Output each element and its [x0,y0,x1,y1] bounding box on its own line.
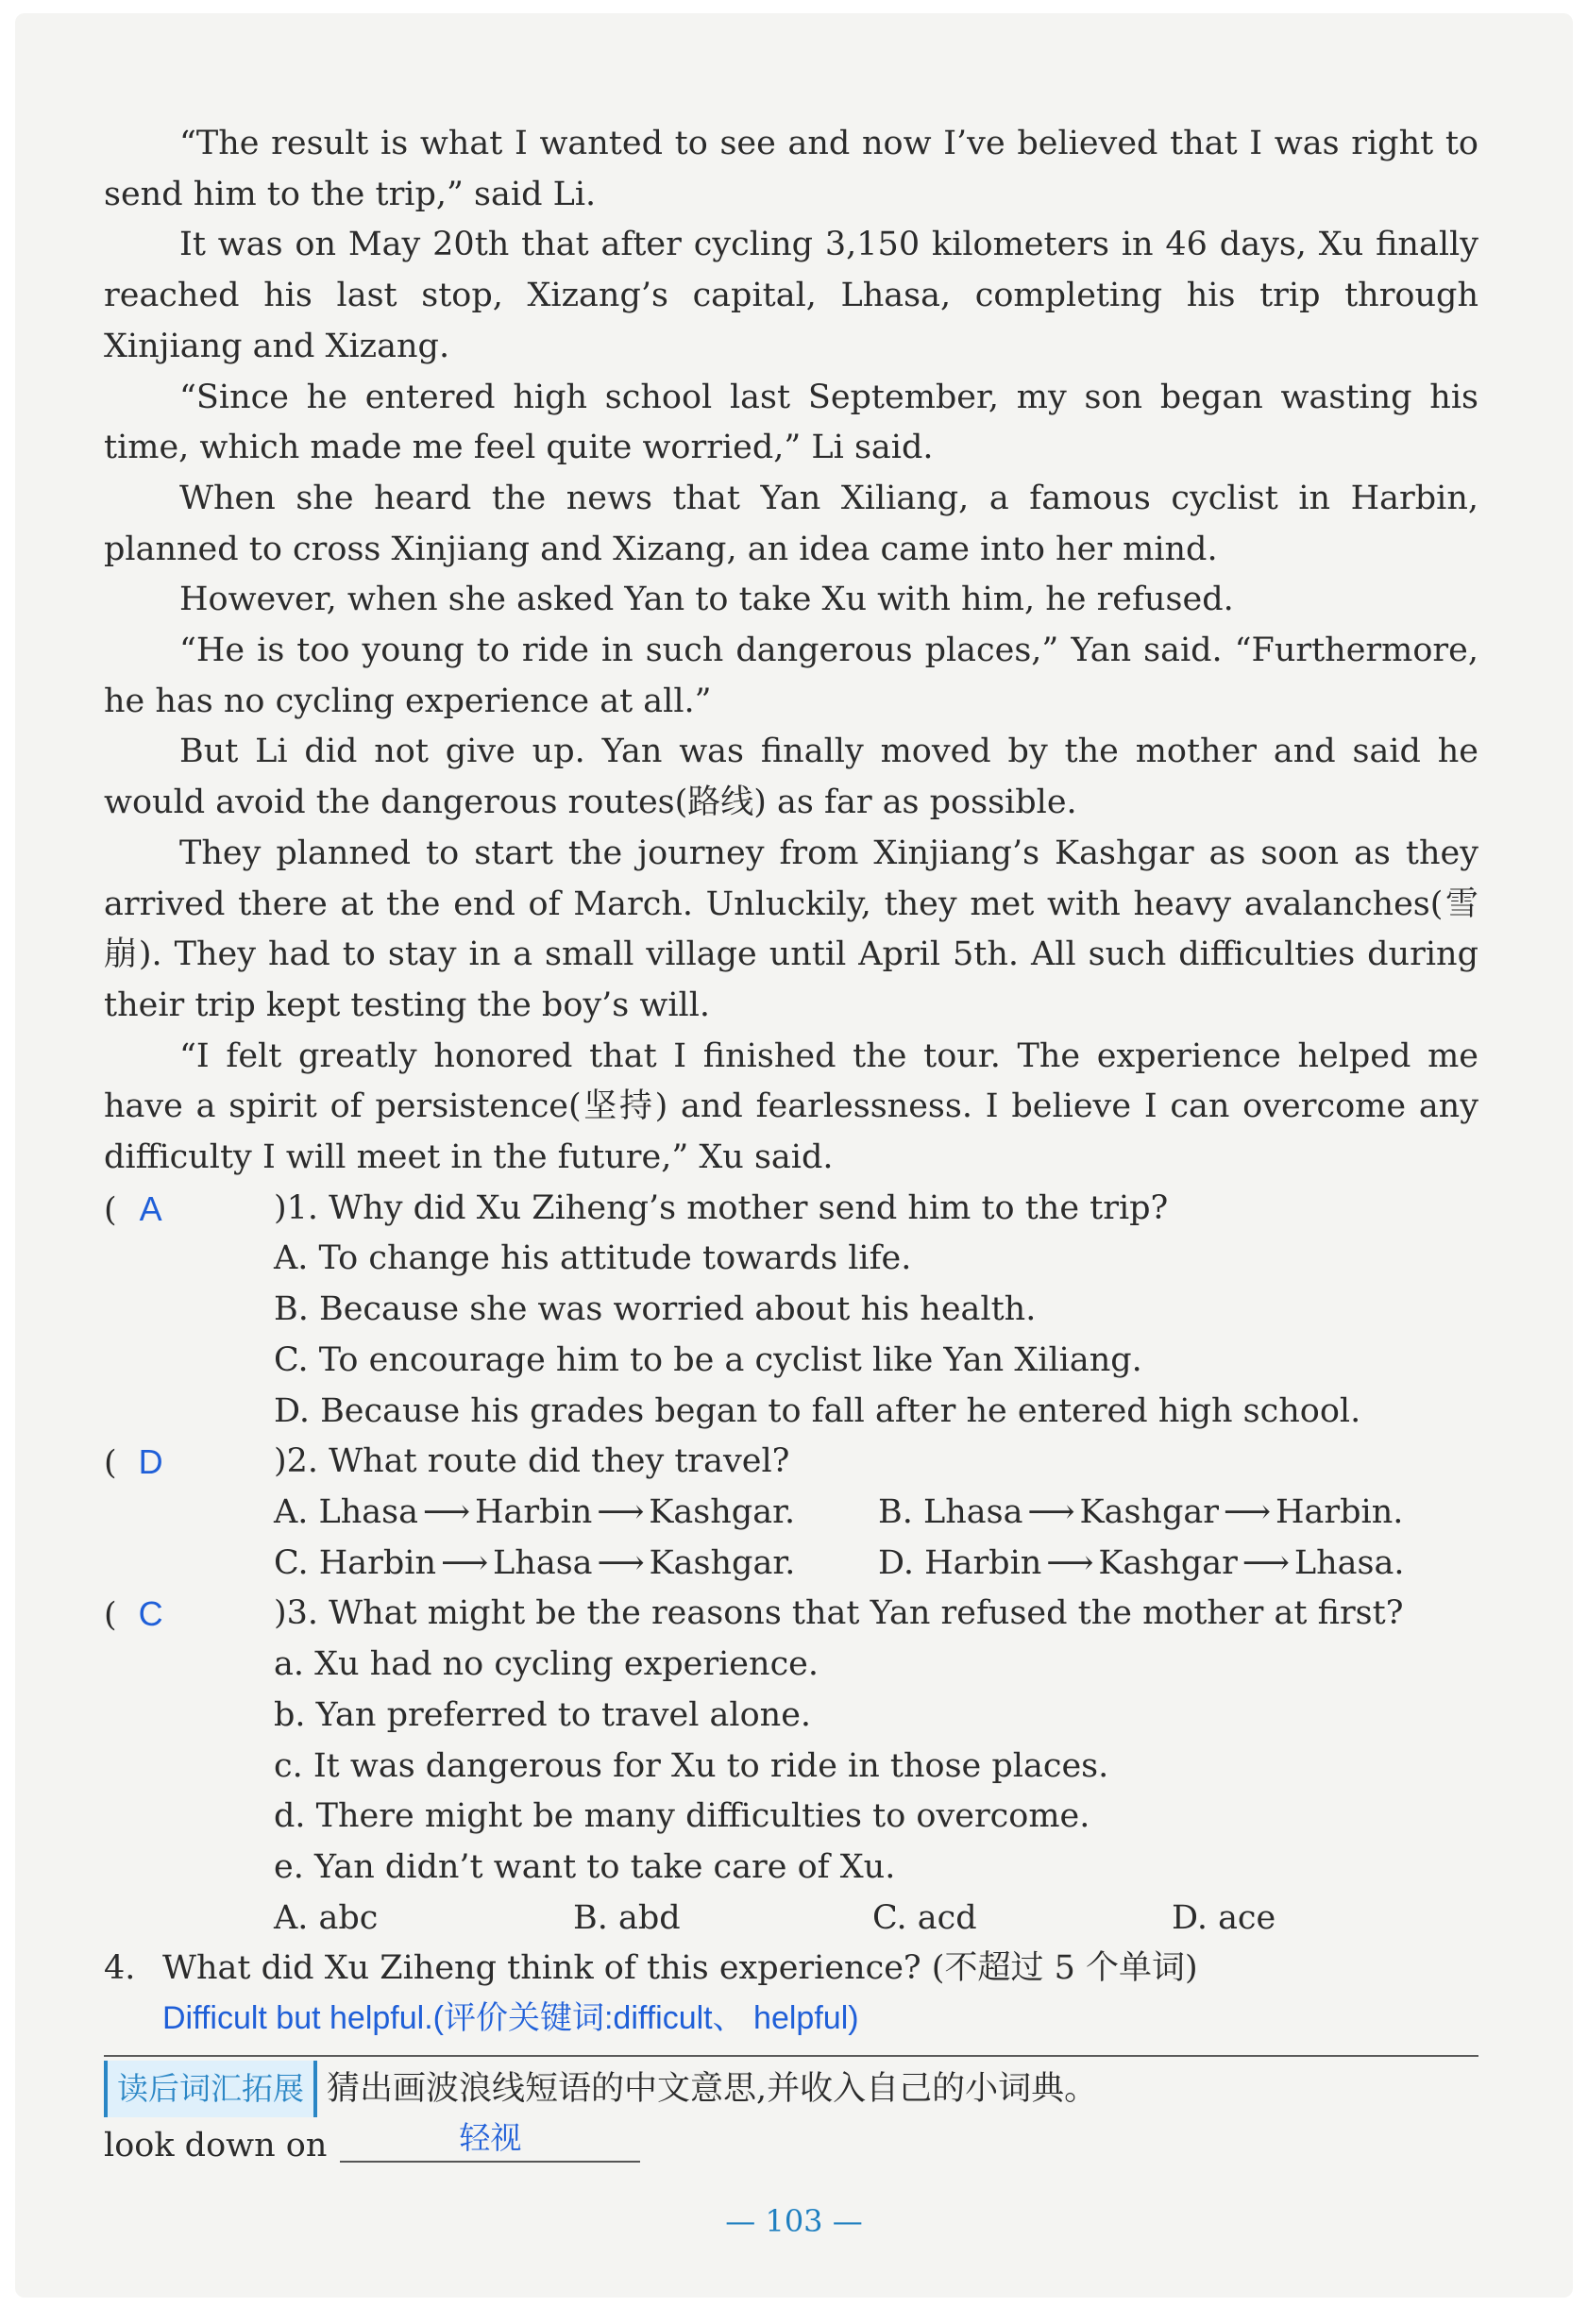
passage-paragraph: “The result is what I wanted to see and now I’ve believed that I was right to send him to the trip,” said Li. [104,125,1478,213]
arrow-icon: ⟶ [422,1492,471,1531]
passage-paragraph: They planned to start the journey from Xinjiang’s Kashgar as soon as they arrived there at the end of March. Unluckily, they met with heavy avalanches(雪崩). They had to stay in a small village until April 5th. All such difficulties during their trip kept testing the boy’s will. [104,834,1478,1024]
passage-paragraph: “Since he entered high school last September, my son began wasting his time, which made me feel quite worried,” Li said. [104,378,1478,467]
content [104,119,1478,2174]
divider [104,2055,1478,2057]
question-3-stem: )3. What might be the reasons that Yan refused the mother at first? [274,1594,1404,1633]
passage-paragraph: But Li did not give up. Yan was finally moved by the mother and said he would avoid the dangerous routes(路线) as far as possible. [104,733,1478,822]
passage-paragraph: “He is too young to ride in such dangerous places,” Yan said. “Furthermore, he has no cycling experience at all.” [104,632,1478,720]
answer-bracket: ( C [104,1589,185,1642]
question-2 [104,1437,1478,1488]
question-3 [104,1589,1478,1640]
answer-1: A [139,1188,162,1228]
reason-item: c. It was dangerous for Xu to ride in those places. [274,1746,1109,1785]
question-4 [104,1944,1478,1995]
passage-paragraph: It was on May 20th that after cycling 3,150 kilometers in 46 days, Xu finally reached his last stop, Xizang’s capital, Lhasa, completing his trip through Xinjiang and Xizang. [104,226,1478,365]
passage-paragraph: When she heard the news that Yan Xiliang, a famous cyclist in Harbin, planned to cross Xinjiang and Xizang, an idea came into her mind. [104,479,1478,568]
reason-item: a. Xu had no cycling experience. [274,1645,819,1684]
option-c: C. Harbin ⟶ Lhasa ⟶ Kashgar. [274,1539,878,1590]
option: B. Because she was worried about his health. [274,1290,1037,1329]
page [15,13,1573,2298]
question-1-stem: )1. Why did Xu Ziheng’s mother send him to the trip? [274,1188,1169,1227]
option-row [104,1488,1478,1539]
arrow-icon: ⟶ [1027,1492,1075,1531]
question-4-stem: What did Xu Ziheng think of this experience? (不超过 5 个单词) [162,1949,1198,1988]
vocab-instruction: 猜出画波浪线短语的中文意思,并收入自己的小词典。 [327,2070,1098,2109]
question-2-stem: )2. What route did they travel? [274,1442,790,1481]
option-a: A. Lhasa ⟶ Harbin ⟶ Kashgar. [274,1488,878,1539]
vocab-heading [104,2061,1478,2117]
vocab-answer-blank: 轻视 [340,2115,640,2163]
reason-item: b. Yan preferred to travel alone. [274,1695,812,1734]
option: C. To encourage him to be a cyclist like Yan Xiliang. [274,1340,1142,1379]
arrow-icon: ⟶ [597,1543,645,1582]
passage-paragraph: “I felt greatly honored that I finished the tour. The experience helped me have a spirit of persistence(坚持) and fearlessness. I believe I can overcome any difficulty I will meet in the future,” Xu said. [104,1036,1478,1177]
choice-row [104,1894,1478,1945]
page-number: — 103 — [725,2203,863,2239]
question-4-number: 4. [104,1949,136,1988]
choice: A. abc [274,1898,379,1937]
choice: C. acd [872,1898,977,1937]
arrow-icon: ⟶ [597,1492,645,1531]
reason-item: e. Yan didn’t want to take care of Xu. [274,1847,896,1886]
vocab-tag: 读后词汇拓展 [104,2061,317,2117]
vocab-item [104,2117,1478,2174]
option: A. To change his attitude towards life. [274,1239,912,1278]
vocab-phrase: look down on [104,2127,328,2165]
option-d: D. Harbin ⟶ Kashgar ⟶ Lhasa. [878,1539,1404,1590]
arrow-icon: ⟶ [440,1543,489,1582]
answer-3: C [138,1594,163,1634]
arrow-icon: ⟶ [1242,1543,1290,1582]
option-b: B. Lhasa ⟶ Kashgar ⟶ Harbin. [878,1488,1403,1539]
option: D. Because his grades began to fall after he entered high school. [274,1391,1361,1430]
choice: B. abd [573,1898,681,1937]
answer-bracket: ( A [104,1184,185,1237]
arrow-icon: ⟶ [1046,1543,1094,1582]
passage-paragraph: However, when she asked Yan to take Xu with him, he refused. [179,581,1234,619]
reason-item: d. There might be many difficulties to overcome. [274,1797,1090,1836]
answer-2: D [138,1442,163,1482]
question-1 [104,1184,1478,1235]
arrow-icon: ⟶ [1223,1492,1272,1531]
answer-bracket: ( D [104,1437,185,1490]
choice: D. ace [1172,1898,1276,1937]
option-row [104,1539,1478,1590]
answer-4: Difficult but helpful.(评价关键词:difficult、 helpful) [162,2000,859,2037]
